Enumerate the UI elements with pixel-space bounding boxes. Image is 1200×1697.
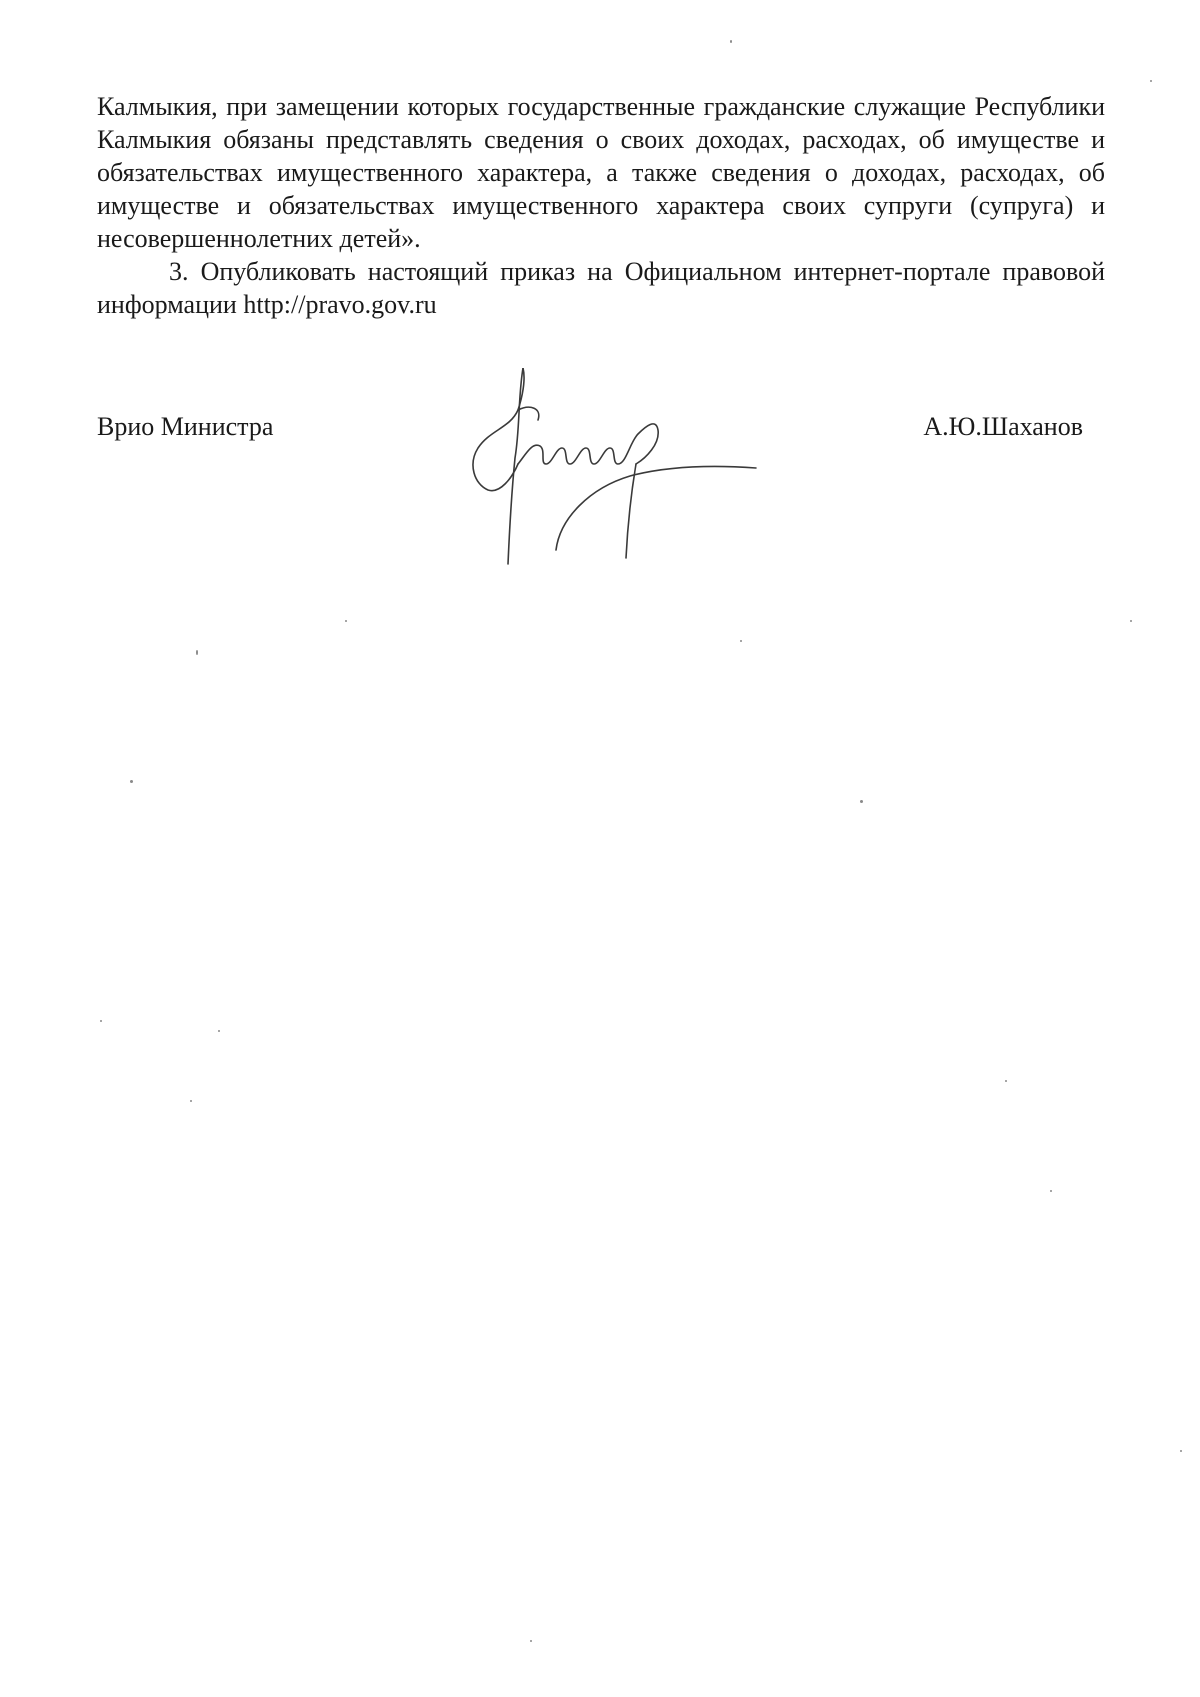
scan-speck xyxy=(1130,620,1132,622)
scan-speck xyxy=(1180,1450,1182,1452)
paragraph-item-3: 3. Опубликовать настоящий приказ на Официальном интернет-портале правовой информации http://pravo.gov.ru xyxy=(97,257,1105,319)
scan-speck xyxy=(190,1100,192,1102)
signer-position-title: Врио Министра xyxy=(97,412,274,441)
handwritten-signature-icon xyxy=(460,368,760,568)
scan-speck xyxy=(100,1020,102,1022)
scan-speck xyxy=(196,650,198,655)
scan-speck xyxy=(130,780,133,783)
document-body xyxy=(97,90,1105,321)
scan-speck xyxy=(740,640,742,642)
scan-speck xyxy=(218,1030,220,1032)
scan-speck xyxy=(345,620,347,622)
paragraph-continuation: Калмыкия, при замещении которых государственные гражданские служащие Республики Калмыкия обязаны представлять сведения о своих доходах, расходах, об имуществе и обязательствах имущественного характера, а также сведения о доходах, расходах, об имуществе и обязательствах имущественного характера своих супруги (супруга) и несовершеннолетних детей». xyxy=(97,92,1105,253)
scan-speck xyxy=(1005,1080,1007,1082)
scan-speck xyxy=(1150,80,1152,82)
scan-speck xyxy=(860,800,863,803)
signer-name: А.Ю.Шаханов xyxy=(923,412,1083,441)
scan-speck xyxy=(530,1640,532,1642)
scan-speck xyxy=(730,40,732,43)
scan-speck xyxy=(1050,1190,1052,1192)
